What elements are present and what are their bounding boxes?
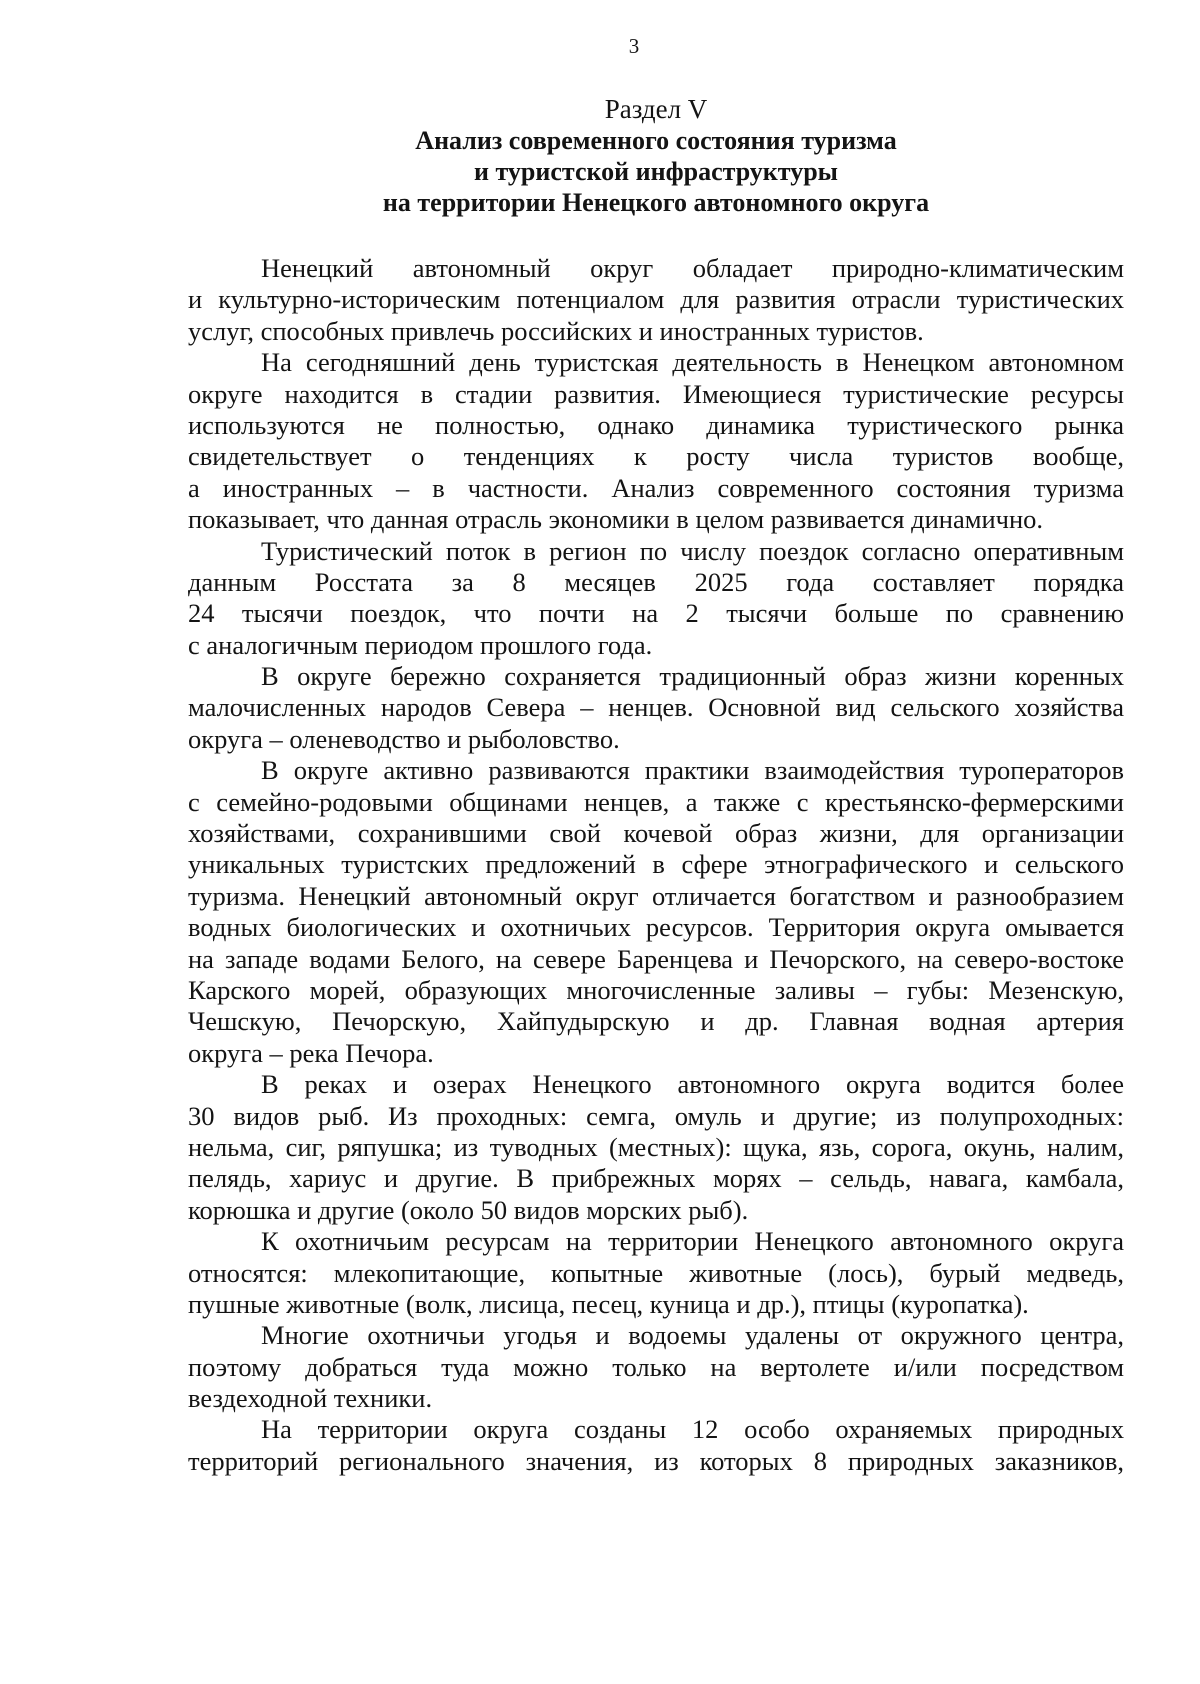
paragraph-line: данным Росстата за 8 месяцев 2025 года составляет порядка bbox=[188, 566, 1124, 597]
paragraph-line: свидетельствует о тенденциях к росту числа туристов вообще, bbox=[188, 441, 1124, 472]
paragraph-line: территорий регионального значения, из которых 8 природных заказников, bbox=[188, 1445, 1124, 1476]
page-number: 3 bbox=[628, 34, 640, 58]
paragraph-line: Карского морей, образующих многочисленные заливы – губы: Мезенскую, bbox=[188, 974, 1124, 1005]
paragraph-line: На сегодняшний день туристская деятельность в Ненецком автономном bbox=[261, 347, 1124, 378]
paragraph bbox=[188, 1226, 1124, 1320]
paragraph-line: с аналогичным периодом прошлого года. bbox=[188, 629, 653, 660]
paragraph-line: Чешскую, Печорскую, Хайпудырскую и др. Главная водная артерия bbox=[188, 1006, 1124, 1037]
paragraph bbox=[188, 1320, 1124, 1414]
paragraph-line: Туристический поток в регион по числу поездок согласно оперативным bbox=[261, 535, 1124, 566]
paragraph-line: на западе водами Белого, на севере Баренцева и Печорского, на северо-востоке bbox=[188, 943, 1124, 974]
paragraph-line: туризма. Ненецкий автономный округ отличается богатством и разнообразием bbox=[188, 880, 1124, 911]
paragraph-line: малочисленных народов Севера – ненцев. Основной вид сельского хозяйства bbox=[188, 692, 1124, 723]
paragraph-line: показывает, что данная отрасль экономики в целом развивается динамично. bbox=[188, 504, 1044, 535]
paragraph-line: с семейно-родовыми общинами ненцев, а также с крестьянско-фермерскими bbox=[188, 786, 1124, 817]
section-label: Раздел V bbox=[604, 94, 708, 124]
paragraph-line: используются не полностью, однако динамика туристического рынка bbox=[188, 409, 1124, 440]
paragraph bbox=[188, 536, 1124, 662]
paragraph-line: уникальных туристских предложений в сфере этнографического и сельского bbox=[188, 849, 1124, 880]
paragraph-line: В округе бережно сохраняется традиционный образ жизни коренных bbox=[261, 661, 1124, 692]
section-title-line: Анализ современного состояния туризма bbox=[415, 126, 897, 155]
paragraph-line: водных биологических и охотничьих ресурсов. Территория округа омывается bbox=[188, 912, 1124, 943]
paragraph-line: услуг, способных привлечь российских и иностранных туристов. bbox=[188, 315, 924, 346]
paragraph bbox=[188, 1414, 1124, 1477]
paragraph-line: 24 тысячи поездок, что почти на 2 тысячи больше по сравнению bbox=[188, 598, 1124, 629]
paragraph-line: нельма, сиг, ряпушка; из туводных (местных): щука, язь, сорога, окунь, налим, bbox=[188, 1131, 1124, 1162]
paragraph bbox=[188, 755, 1124, 1069]
paragraph-line: Многие охотничьи угодья и водоемы удалены от окружного центра, bbox=[261, 1320, 1124, 1351]
paragraph bbox=[188, 661, 1124, 755]
paragraph-line: В округе активно развиваются практики взаимодействия туроператоров bbox=[261, 755, 1124, 786]
paragraph bbox=[188, 347, 1124, 535]
section-title-line: на территории Ненецкого автономного округа bbox=[382, 188, 930, 217]
paragraph-line: округа – оленеводство и рыболовство. bbox=[188, 723, 620, 754]
paragraph-line: На территории округа созданы 12 особо охраняемых природных bbox=[261, 1414, 1124, 1445]
section-heading bbox=[188, 94, 1124, 218]
paragraph bbox=[188, 253, 1124, 347]
paragraph bbox=[188, 1069, 1124, 1226]
paragraph-line: хозяйствами, сохранившими свой кочевой образ жизни, для организации bbox=[188, 818, 1124, 849]
paragraph-line: пелядь, хариус и другие. В прибрежных морях – сельдь, навага, камбала, bbox=[188, 1163, 1124, 1194]
paragraph-line: и культурно-историческим потенциалом для развития отрасли туристических bbox=[188, 284, 1124, 315]
paragraph-line: округа – река Печора. bbox=[188, 1037, 434, 1068]
paragraph-line: поэтому добраться туда можно только на вертолете и/или посредством bbox=[188, 1351, 1124, 1382]
paragraph-line: 30 видов рыб. Из проходных: семга, омуль и другие; из полупроходных: bbox=[188, 1100, 1124, 1131]
paragraph-line: округе находится в стадии развития. Имеющиеся туристические ресурсы bbox=[188, 378, 1124, 409]
paragraph-line: К охотничьим ресурсам на территории Ненецкого автономного округа bbox=[261, 1226, 1124, 1257]
paragraph-line: а иностранных – в частности. Анализ современного состояния туризма bbox=[188, 472, 1124, 503]
paragraph-line: вездеходной техники. bbox=[188, 1383, 433, 1414]
paragraph-line: В реках и озерах Ненецкого автономного округа водится более bbox=[261, 1069, 1124, 1100]
paragraph-line: относятся: млекопитающие, копытные животные (лось), бурый медведь, bbox=[188, 1257, 1124, 1288]
body-text bbox=[188, 253, 1124, 1477]
paragraph-line: Ненецкий автономный округ обладает природно-климатическим bbox=[261, 253, 1124, 283]
section-title-line: и туристской инфраструктуры bbox=[474, 157, 838, 186]
paragraph-line: корюшка и другие (около 50 видов морских рыб). bbox=[188, 1194, 749, 1225]
paragraph-line: пушные животные (волк, лисица, песец, куница и др.), птицы (куропатка). bbox=[188, 1288, 1029, 1319]
